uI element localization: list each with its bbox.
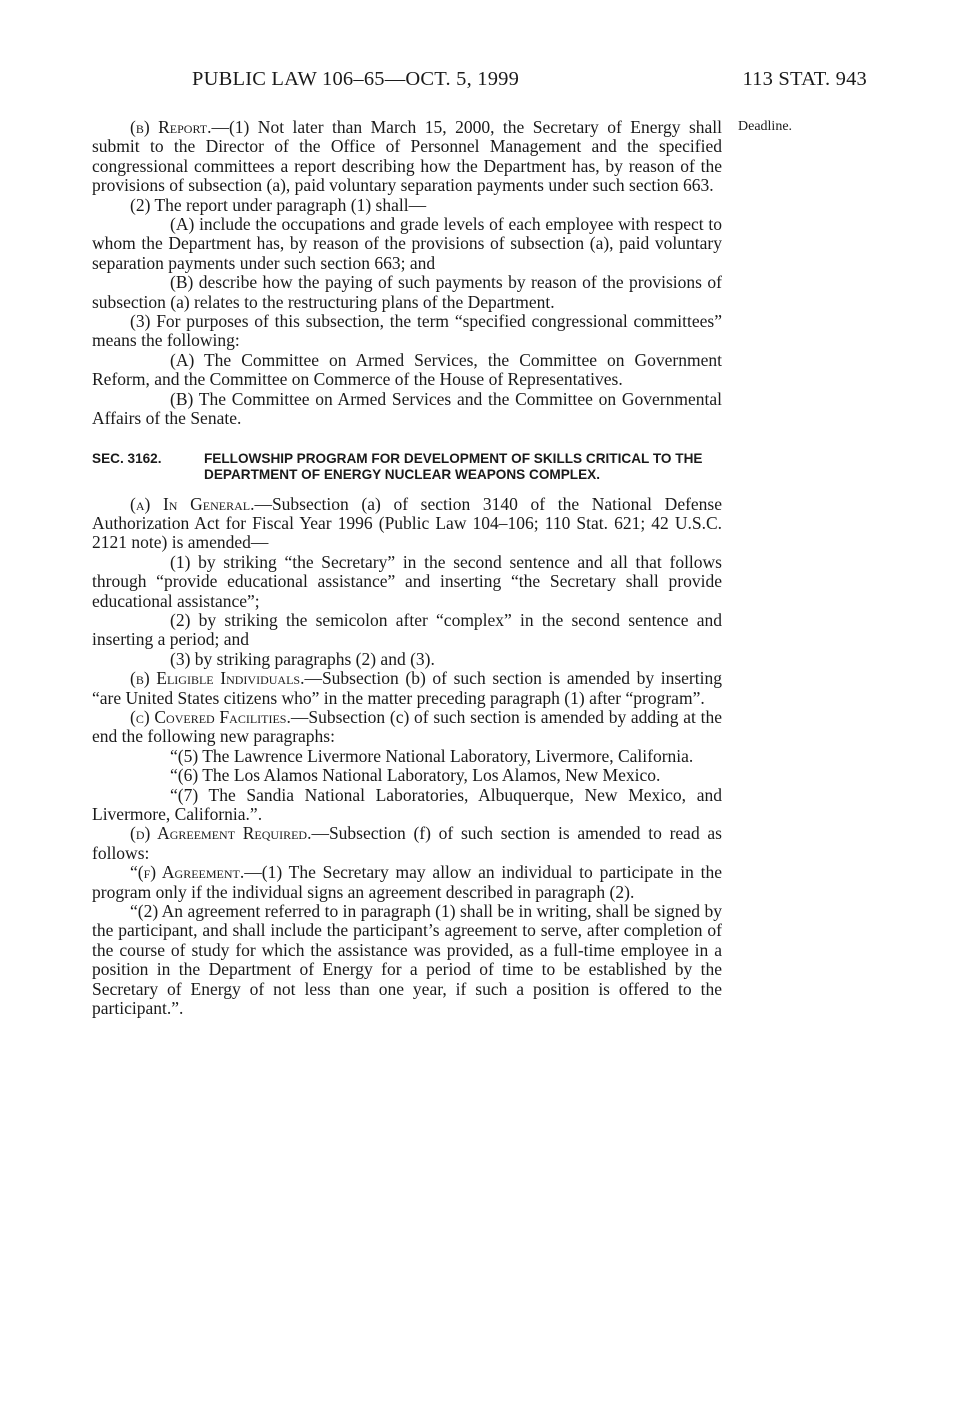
report-paragraph-2B: (B) describe how the paying of such payments by reason of the provisions of subsection (a) relates to the restructuring plans of the Department. (92, 272, 722, 312)
subsection-a-heading: (a) In General. (130, 493, 255, 514)
subsection-a-3: (3) by striking paragraphs (2) and (3). (170, 648, 435, 669)
report-paragraph-3A: (A) The Committee on Armed Services, the Committee on Government Reform, and the Committee on Commerce of the House of Representatives. (92, 349, 722, 390)
section-number: SEC. 3162. (92, 450, 162, 466)
page-header (92, 68, 867, 98)
subsection-f-2: “(2) An agreement referred to in paragraph (1) shall be in writing, shall be signed by the participant, and shall include the participant’s agreement to serve, after completion of the course of study for which the assistance was provided, as a full-time employee in a position in the Department of Energy for a period of time to be established by the Secretary of Energy of not less than one year, if such a position is offered to the participant.”. (92, 901, 722, 1019)
section-title: FELLOWSHIP PROGRAM FOR DEVELOPMENT OF SKILLS CRITICAL TO THE DEPARTMENT OF ENERGY NUCLEAR WEAPONS COMPLEX. (204, 450, 703, 482)
subsection-c-5: “(5) The Lawrence Livermore National Laboratory, Livermore, California. (170, 745, 694, 766)
subsection-d-heading: (d) Agreement Required. (130, 823, 312, 844)
report-paragraph-3: (3) For purposes of this subsection, the term “specified congressional committees” means the following: (92, 311, 722, 351)
report-paragraph-3B: (B) The Committee on Armed Services and the Committee on Governmental Affairs of the Senate. (92, 388, 722, 429)
header-stat-page: 113 STAT. 943 (742, 68, 867, 90)
report-paragraph-1: (b) Report.—(1) Not later than March 15, 2000, the Secretary of Energy shall submit to the Director of the Office of Personnel Management and the specified congressional committees a report describing how the Department has, by reason of the provisions of subsection (a), paid voluntary separation payments under such section 663. (92, 117, 722, 196)
margin-note: Deadline. (738, 119, 793, 134)
subsection-f-heading: “(f) Agreement. (130, 862, 245, 883)
report-heading: (b) Report. (130, 117, 212, 137)
subsection-c: (c) Covered Facilities.—Subsection (c) of such section is amended by adding at the end the following new paragraphs: (92, 706, 722, 747)
section-heading (92, 451, 722, 483)
subsection-f: “(f) Agreement.—(1) The Secretary may allow an individual to participate in the program only if the individual signs an agreement described in paragraph (2). (92, 862, 722, 902)
report-paragraph-2A: (A) include the occupations and grade levels of each employee with respect to whom the Department has, by reason of the provisions of subsection (a), paid voluntary separation payments under such section 663; and (92, 214, 722, 273)
report-paragraph-2: (2) The report under paragraph (1) shall— (130, 194, 427, 215)
subsection-d: (d) Agreement Required.—Subsection (f) of such section is amended to read as follows: (92, 823, 722, 863)
subsection-c-6: “(6) The Los Alamos National Laboratory, Los Alamos, New Mexico. (170, 765, 661, 786)
subsection-a: (a) In General.—Subsection (a) of section 3140 of the National Defense Authorization Act for Fiscal Year 1996 (Public Law 104–106; 110 Stat. 621; 42 U.S.C. 2121 note) is amended— (92, 493, 723, 553)
document-body (92, 118, 722, 1018)
subsection-c-heading: (c) Covered Facilities. (130, 706, 291, 727)
subsection-a-1: (1) by striking “the Secretary” in the second sentence and all that follows through “provide educational assistance” and inserting “the Secretary shall provide educational assistance”; (92, 551, 722, 611)
header-citation: PUBLIC LAW 106–65—OCT. 5, 1999 (192, 68, 520, 90)
subsection-c-7: “(7) The Sandia National Laboratories, Albuquerque, New Mexico, and Livermore, California.”. (92, 784, 722, 824)
subsection-b: (b) Eligible Individuals.—Subsection (b) of such section is amended by inserting “are United States citizens who” in the matter preceding paragraph (1) after “program”. (92, 668, 722, 708)
subsection-a-2: (2) by striking the semicolon after “complex” in the second sentence and inserting a period; and (92, 609, 722, 650)
subsection-b-heading: (b) Eligible Individuals. (130, 668, 305, 689)
